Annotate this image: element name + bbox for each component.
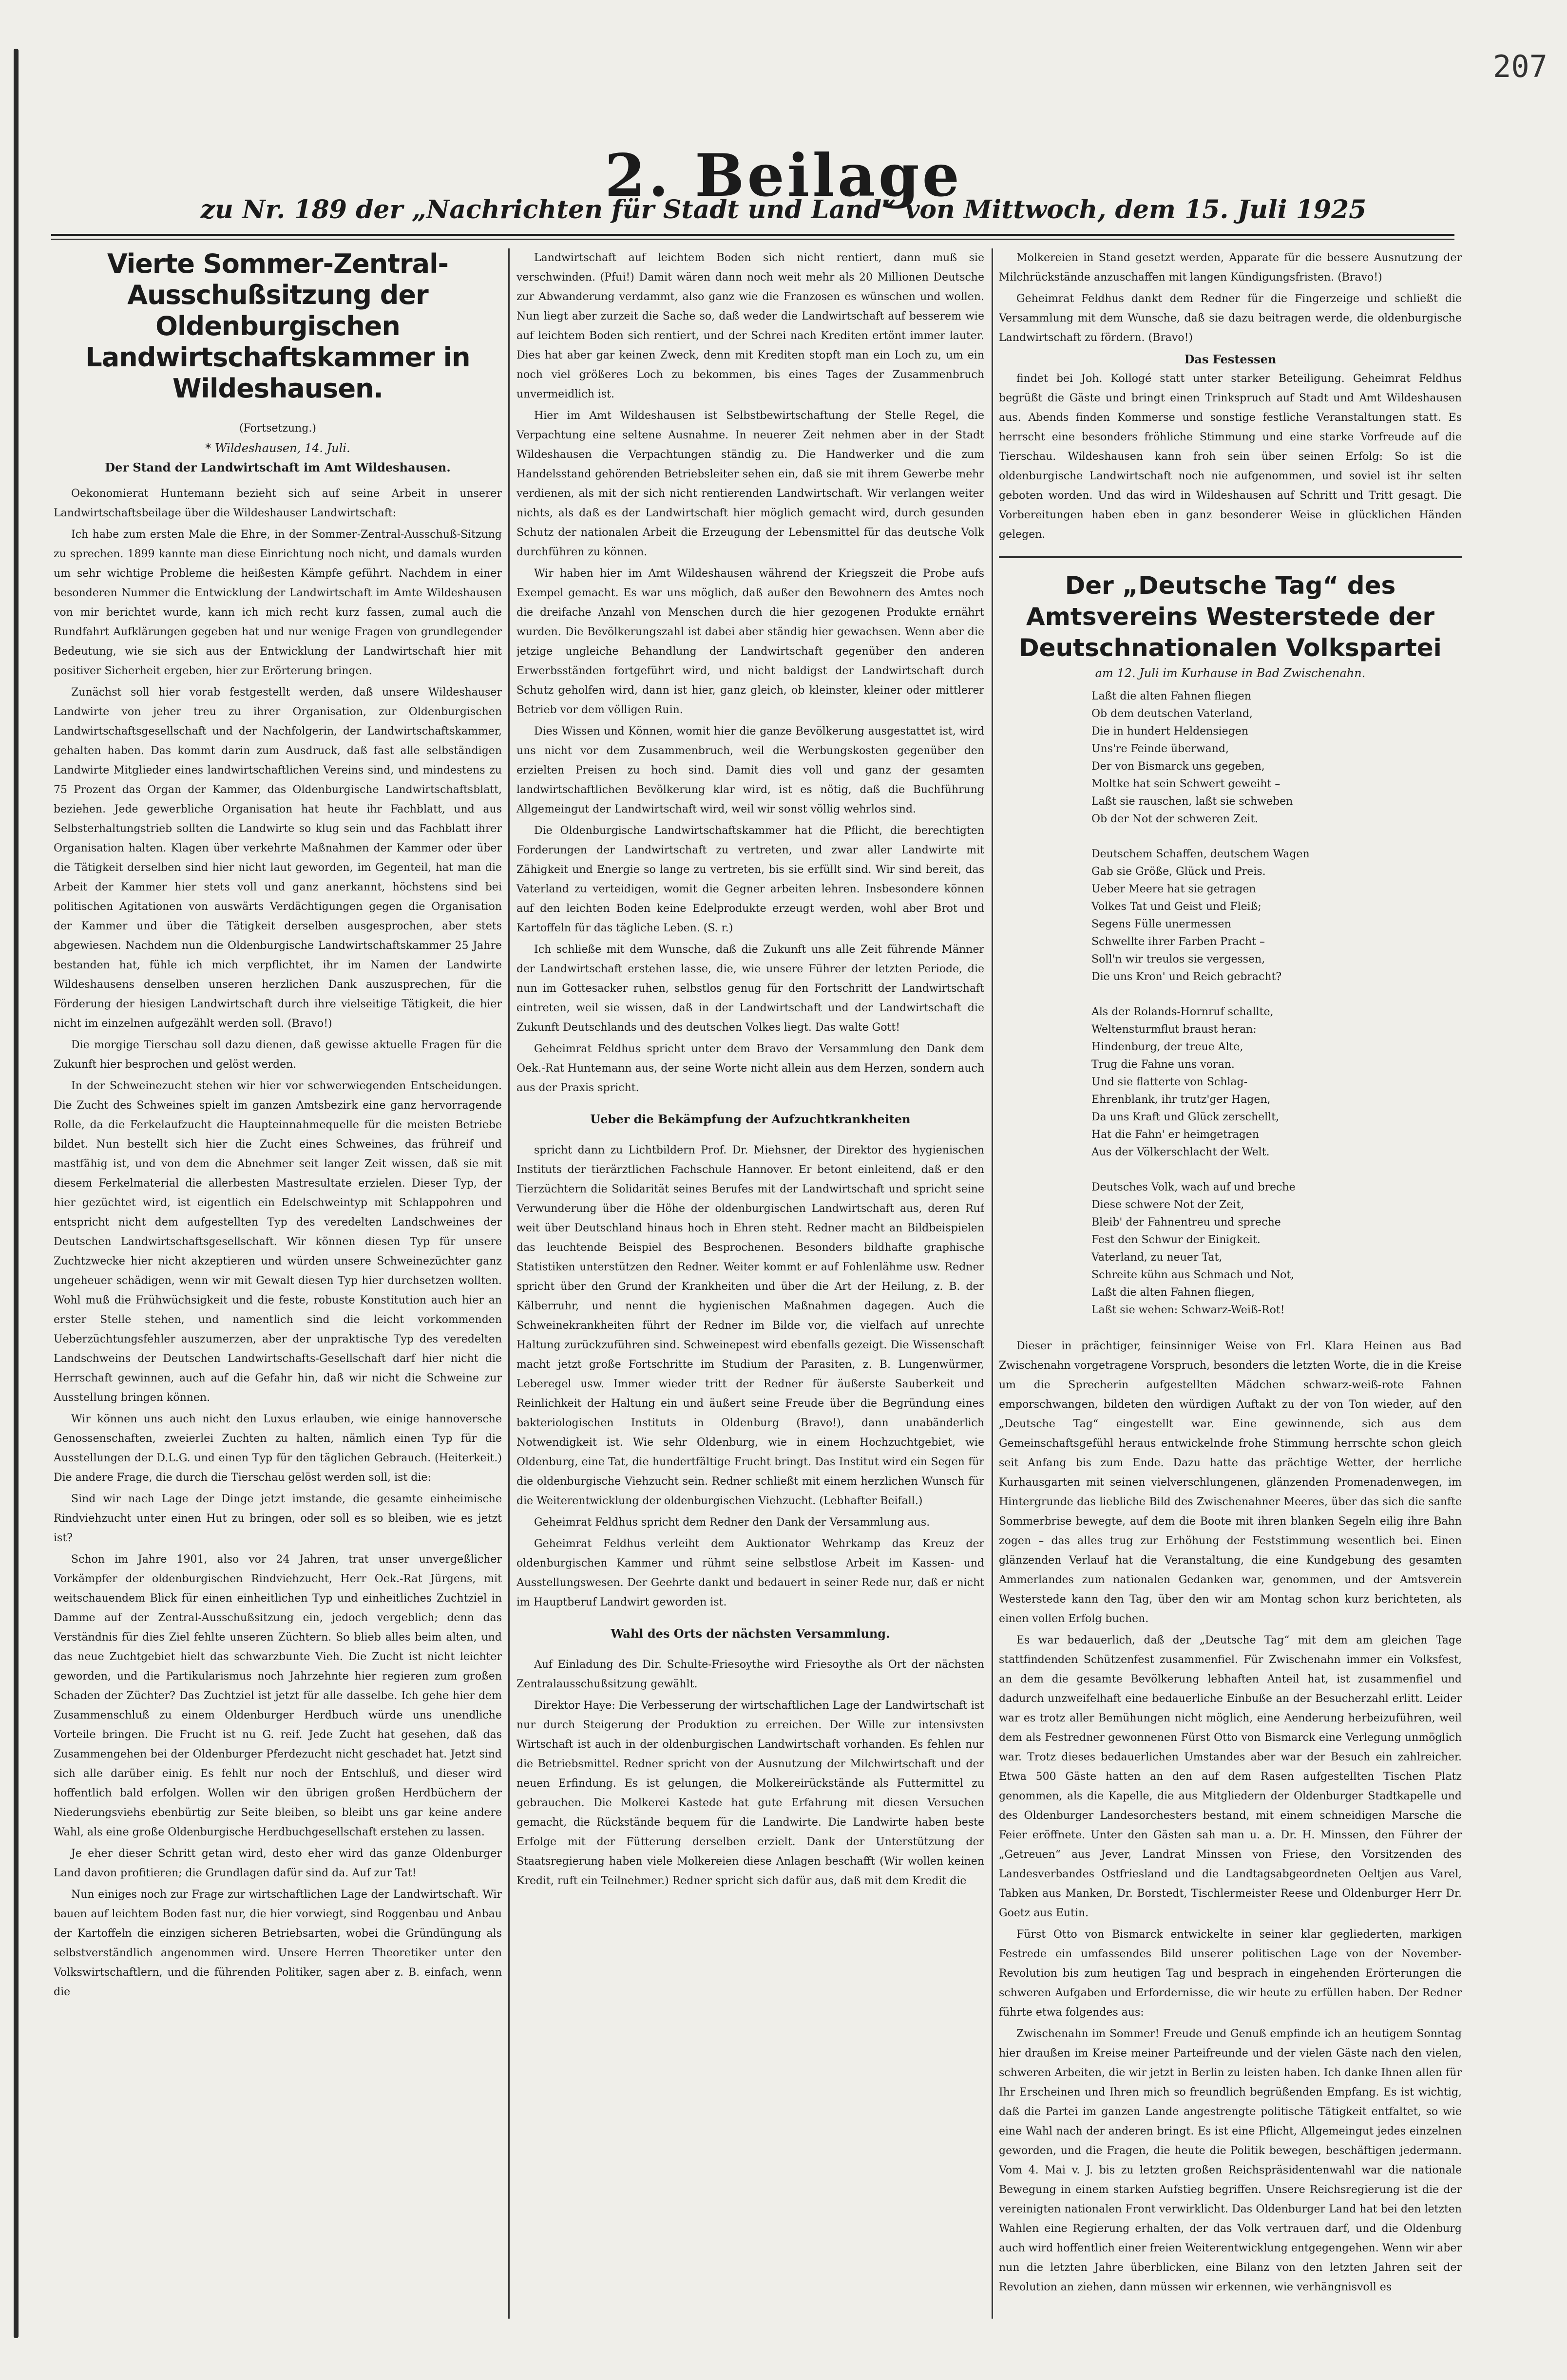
section-subhead: Ueber die Bekämpfung der Aufzuchtkrankheiten bbox=[590, 1112, 911, 1126]
poem-line: Und sie flatterte von Schlag- bbox=[1091, 1076, 1248, 1088]
poem-line: Laßt sie rauschen, laßt sie schweben bbox=[1091, 795, 1293, 808]
paragraph: Es war bedauerlich, daß der „Deutsche Tag“ mit dem am gleichen Tage stattfindenden Schützenfest zusammenfiel. Für Zwischenahn immer ein Volksfest, an dem die gesamte Bevölkerung lebhaften Anteil hat, ist zusammenfiel und dadurch unzweifelhaft eine bedauerliche Einbuße an der Besucherzahl erlitt. Leider war es trotz aller Bemühungen nicht möglich, eine Aenderung herbeizuführen, weil dem als Festredner gewonnenen Fürst Otto von Bismarck eine Verlegung unmöglich war. Trotz dieses bedauerlichen Umstandes aber war der Besuch ein zahlreicher. Etwa 500 Gäste hatten an den auf dem Rasen aufgestellten Tischen Platz genommen, als die Kapelle, die aus Mitgliedern der Oldenburger Stadtkapelle und des Oldenburger Landesorchesters bestand, mit einem schneidigen Marsche die Feier eröffnete. Unter den Gästen sah man u. a. Dr. H. Minssen, den Führer der „Getreuen“ aus Jever, Landrat Minssen von Friese, den Vorsitzenden des Landesverbandes Ostfriesland und die Landtagsabgeordneten Oeltjen aus Varel, Tabken aus Manken, Dr. Borstedt, Tischlermeister Reese und Oldenburger Herr Dr. Goetz aus Eutin. bbox=[999, 1634, 1462, 1919]
paragraph: Je eher dieser Schritt getan wird, desto eher wird das ganze Oldenburger Land davon profitieren; die Grundlagen dafür sind da. Auf zur Tat! bbox=[54, 1848, 502, 1879]
poem-line: Gab sie Größe, Glück und Preis. bbox=[1091, 866, 1266, 878]
poem-line: Moltke hat sein Schwert geweiht – bbox=[1091, 778, 1280, 790]
poem-line: Volkes Tat und Geist und Fleiß; bbox=[1091, 901, 1261, 913]
paragraph: Wir können uns auch nicht den Luxus erlauben, wie einige hannoversche Genossenschaften, zweierlei Zuchten zu halten, nämlich einen Typ für die Ausstellungen der D.L.G. und einen Typ für den täglichen Gebrauch. (Heiterkeit.) Die andere Frage, die durch die Tierschau gelöst werden soll, ist die: bbox=[54, 1413, 502, 1484]
poem-stanza bbox=[1091, 1179, 1462, 1319]
poem-line: Schreite kühn aus Schmach und Not, bbox=[1091, 1269, 1295, 1281]
paragraph: Hier im Amt Wildeshausen ist Selbstbewirtschaftung der Stelle Regel, die Verpachtung eine seltene Ausnahme. In neuerer Zeit nehmen aber in der Stadt Wildeshausen die Verpachtungen ständig zu. Die Handwerker und die zum Handelsstand gehörenden Betriebsleiter sehen ein, daß sie mit ihrem Gewerbe mehr verdienen, als mit der sich nicht rentierenden Landwirtschaft. Wir verlangen weiter nichts, als daß es der Landwirtschaft hier möglich gemacht wird, durch gesunden Schutz der nationalen Arbeit die Erzeugung der Lebensmittel für das deutsche Volk durchführen zu können. bbox=[516, 410, 984, 558]
page-number: 207 bbox=[1493, 49, 1548, 84]
poem-line: Bleib' der Fahnentreu und spreche bbox=[1091, 1216, 1281, 1228]
poem-line: Vaterland, zu neuer Tat, bbox=[1091, 1251, 1223, 1264]
poem-stanza bbox=[1091, 1003, 1462, 1161]
article-headline-2: Der „Deutsche Tag“ des Amtsvereins Westerstede der Deutschnationalen Volkspartei bbox=[1019, 571, 1442, 662]
poem-line: Laßt sie wehen: Schwarz-Weiß-Rot! bbox=[1091, 1304, 1285, 1316]
column-1 bbox=[54, 248, 502, 2312]
festessen-heading: Das Festessen bbox=[1184, 352, 1277, 366]
article-headline: Vierte Sommer-Zentral-Ausschußsitzung der Oldenburgischen Landwirtschaftskammer in Wildeshausen. bbox=[85, 248, 470, 404]
poem-line: Als der Rolands-Hornruf schallte, bbox=[1091, 1006, 1274, 1018]
paragraph: Fürst Otto von Bismarck entwickelte in seiner klar gegliederten, markigen Festrede ein umfassendes Bild unserer politischen Lage von der November-Revolution bis zum heutigen Tag und besprach in eingehenden Erörterungen die schweren Aufgaben und Erfordernisse, die wir heute zu erfüllen haben. Der Redner führte etwa folgendes aus: bbox=[999, 1928, 1462, 2019]
article-dateline: * Wildeshausen, 14. Juli. bbox=[205, 441, 350, 455]
binding-edge bbox=[14, 49, 19, 2338]
paragraph: Dies Wissen und Können, womit hier die ganze Bevölkerung ausgestattet ist, wird uns nicht vor dem Zusammenbruch, weil die Werbungskosten gegenüber den erzielten Preisen zu hoch sind. Damit dies voll und ganz der gesamten landwirtschaftlichen Bevölkerung klar wird, ist es nötig, daß die Buchführung Allgemeingut der Landwirtschaft wird, weil wir sonst völlig wehrlos sind. bbox=[516, 725, 984, 815]
paragraph: Sind wir nach Lage der Dinge jetzt imstande, die gesamte einheimische Rindviehzucht unter einen Hut zu bringen, oder soll es so bleiben, wie es jetzt ist? bbox=[54, 1493, 502, 1544]
paragraph: spricht dann zu Lichtbildern Prof. Dr. Miehsner, der Direktor des hygienischen Instituts der tierärztlichen Fachschule Hannover. Er betont einleitend, daß er den Tierzüchtern die Solidarität seines Berufes mit der Landwirtschaft und spricht seine Verwunderung über die Höhe der oldenburgischen Landwirtschaft aus, deren Ruf weit über Deutschland hinaus hoch in Ehren steht. Redner macht an Bildbeispielen das leuchtende Beispiel des Besprochenen. Besonders bildhafte graphische Statistiken unterstützen den Redner. Weiter kommt er auf Fohlenlähme usw. Redner spricht über den Grund der Krankheiten und über die Art der Heilung, z. B. der Kälberruhr, und nennt die hygienischen Maßnahmen dagegen. Auch die Schweinekrankheiten führt der Redner im Bilde vor, die vielfach auf unrechte Haltung zurückzuführen sind. Schweinepest wird ebenfalls gezeigt. Die Wissenschaft macht jetzt große Fortschritte im Studium der Parasiten, z. B. Lungenwürmer, Leberegel usw. Immer wieder tritt der Redner für äußerste Sauberkeit und Reinlichkeit der Haltung ein und äußert seine Freude über die Begründung eines bakteriologischen Instituts in Oldenburg (Bravo!), dann unabänderlich Notwendigkeit ist. Wie sehr Oldenburg, wie in einem Hochzuchtgebiet, wie Oldenburg, eine Tat, die hundertfältige Frucht bringt. Das Institut wird ein Segen für die oldenburgische Viehzucht sein. Redner schließt mit einem herzlichen Wunsch für die Weiterentwicklung der oldenburgischen Viehzucht. (Lebhafter Beifall.) bbox=[516, 1144, 984, 1507]
poem-line: Deutsches Volk, wach auf und breche bbox=[1091, 1181, 1296, 1193]
paragraph: Auf Einladung des Dir. Schulte-Friesoythe wird Friesoythe als Ort der nächsten Zentralausschußsitzung gewählt. bbox=[516, 1659, 984, 1690]
article-dateline-2: am 12. Juli im Kurhause in Bad Zwischenahn. bbox=[1095, 666, 1366, 680]
paragraph: Geheimrat Feldhus verleiht dem Auktionator Wehrkamp das Kreuz der oldenburgischen Kammer und rühmt seine selbstlose Arbeit im Kassen- und Ausstellungswesen. Der Geehrte dankt und bedauert in seiner Rede nur, daß er nicht im Hauptberuf Landwirt geworden ist. bbox=[516, 1538, 984, 1608]
paragraph: Geheimrat Feldhus spricht dem Redner den Dank der Versammlung aus. bbox=[534, 1516, 930, 1529]
poem-line: Fest den Schwur der Einigkeit. bbox=[1091, 1234, 1261, 1246]
poem-line: Diese schwere Not der Zeit, bbox=[1091, 1199, 1244, 1211]
continuation-note: (Fortsetzung.) bbox=[239, 422, 316, 434]
section-subhead: Wahl des Orts der nächsten Versammlung. bbox=[611, 1626, 890, 1641]
poem-line: Ob dem deutschen Vaterland, bbox=[1091, 708, 1253, 720]
poem-line: Die in hundert Heldensiegen bbox=[1091, 725, 1248, 737]
poem-line: Laßt die alten Fahnen fliegen, bbox=[1091, 1286, 1255, 1299]
column-divider-2 bbox=[992, 248, 993, 2319]
poem-line: Der von Bismarck uns gegeben, bbox=[1091, 760, 1265, 773]
paragraph: Wir haben hier im Amt Wildeshausen während der Kriegszeit die Probe aufs Exempel gemacht. Es war uns möglich, daß außer den Bewohnern des Amtes noch die dreifache Anzahl von Menschen durch die hier gezogenen Produkte ernährt wurden. Die Bevölkerungszahl ist dabei aber ständig hier gewachsen. Wenn aber die jetzige ungleiche Behandlung der Landwirtschaft gegenüber den anderen Erwerbsständen fortgeführt wird, und nicht baldigst der Landwirtschaft durch Schutz geholfen wird, dann ist hier, ganz gleich, ob kleinster, kleiner oder mittlerer Betrieb vor dem völligen Ruin. bbox=[516, 567, 984, 716]
paragraph: Ich habe zum ersten Male die Ehre, in der Sommer-Zentral-Ausschuß-Sitzung zu sprechen. 1899 kannte man diese Einrichtung noch nicht, und damals wurden um sehr wichtige Probleme die heißesten Kämpfe geführt. Nachdem in einer besonderen Nummer die Entwicklung der Landwirtschaft im Amte Wildeshausen von mir berichtet wurde, kann ich mich recht kurz fassen, zumal auch die Rundfahrt Aufklärungen gegeben hat und nur wenige Fragen von grundlegender Bedeutung, wie sie sich aus der Entwicklung der Landwirtschaft hier mit positiver Sicherheit ergeben, hier zur Erörterung bringen. bbox=[54, 529, 502, 677]
header-rule bbox=[51, 234, 1454, 236]
poem-line: Schwellte ihrer Farben Pracht – bbox=[1091, 936, 1265, 948]
paragraph: Landwirtschaft auf leichtem Boden sich nicht rentiert, dann muß sie verschwinden. (Pfui!) Damit wären dann noch weit mehr als 20 Millionen Deutsche zur Abwanderung verdammt, also ganz wie die Franzosen es wünschen und wollen. Nun liegt aber zurzeit die Sache so, daß weder die Landwirtschaft auf besserem wie auf leichtem Boden sich rentiert, und der Schrei nach Krediten ertönt immer lauter. Dies hat aber gar keinen Zweck, denn mit Krediten stopft man ein Loch zu, um ein noch viel größeres Loch zu bekommen, bis eines Tages der Zusammenbruch unvermeidlich ist. bbox=[516, 252, 984, 400]
poem bbox=[999, 688, 1462, 1319]
poem-line: Hindenburg, der treue Alte, bbox=[1091, 1041, 1243, 1053]
poem-line: Soll'n wir treulos sie vergessen, bbox=[1091, 953, 1265, 965]
article-subhead: Der Stand der Landwirtschaft im Amt Wildeshausen. bbox=[105, 460, 451, 474]
header-rule-thin bbox=[51, 239, 1454, 240]
paragraph: Ich schließe mit dem Wunsche, daß die Zukunft uns alle Zeit führende Männer der Landwirtschaft erstehen lasse, die, wie unsere Führer der letzten Periode, die nun im Gottesacker ruhen, selbstlos genug für den Fortschritt der Landwirtschaft eintreten, weil sie wissen, daß in der Landwirtschaft und der Landwirtschaft die Zukunft Deutschlands und des deutschen Volkes liegt. Das walte Gott! bbox=[516, 944, 984, 1034]
poem-line: Ehrenblank, ihr trutz'ger Hagen, bbox=[1091, 1094, 1271, 1106]
supplement-subtitle: zu Nr. 189 der „Nachrichten für Stadt und Land“ von Mittwoch, dem 15. Juli 1925 bbox=[200, 195, 1367, 225]
poem-line: Segens Fülle unermessen bbox=[1091, 918, 1231, 930]
paragraph: Oekonomierat Huntemann bezieht sich auf seine Arbeit in unserer Landwirtschaftsbeilage über die Wildeshauser Landwirtschaft: bbox=[54, 488, 502, 519]
paragraph: Zunächst soll hier vorab festgestellt werden, daß unsere Wildeshauser Landwirte von jeher treu zu ihrer Organisation, zur Oldenburgischen Landwirtschaftsgesellschaft und der Nachfolgerin, der Landwirtschaftskammer, gehalten haben. Das kommt darin zum Ausdruck, daß fast alle selbständigen Landwirte Mitglieder eines landwirtschaftlichen Vereins sind, und mindestens zu 75 Prozent das Organ der Kammer, das Oldenburgische Landwirtschaftsblatt, beziehen. Jede gewerbliche Organisation hat heute ihr Fachblatt, und aus Selbsterhaltungstrieb sollten die Landwirte so klug sein und das Fachblatt ihrer Organisation halten. Klagen über verkehrte Maßnahmen der Kammer oder über die Tätigkeit derselben sind hier nicht laut geworden, im Gegenteil, hat man die Arbeit der Kammer hier stets voll und ganz anerkannt, höchstens sind bei politischen Agitationen von auswärts Verdächtigungen gegen die Organisation der Kammer und über die Tätigkeit derselben ausgesprochen, aber stets abgewiesen. Nachdem nun die Oldenburgische Landwirtschaftskammer 25 Jahre bestanden hat, fühle ich mich verpflichtet, ihr im Namen der Landwirte Wildeshausens denselben unseren herzlichen Dank auszusprechen, für die Förderung der hiesigen Landwirtschaft durch ihre vielseitige Tätigkeit, die hier nicht im einzelnen aufgezählt werden soll. (Bravo!) bbox=[54, 686, 502, 1030]
paragraph: Direktor Haye: Die Verbesserung der wirtschaftlichen Lage der Landwirtschaft ist nur durch Steigerung der Produktion zu erreichen. Der Wille zur intensivsten Wirtschaft ist auch in der oldenburgischen Landwirtschaft vorhanden. Es fehlen nur die Betriebsmittel. Redner spricht von der Ausnutzung der Milchwirtschaft und der neuen Erfindung. Es ist gelungen, die Molkereirückstände als Futtermittel zu gebrauchen. Die Molkerei Kastede hat gute Erfahrung mit diesen Versuchen gemacht, die Rückstände bequem für die Landwirte. Die Landwirte haben beste Erfolge mit der Fütterung derselben erzielt. Dank der Unterstützung der Staatsregierung haben viele Molkereien diese Anlagen beschafft (Wir wollen keinen Kredit, ruft ein Teilnehmer.) Redner spricht sich dafür aus, daß mit dem Kredit die bbox=[516, 1700, 984, 1887]
column-divider-1 bbox=[508, 248, 510, 2319]
paragraph: Molkereien in Stand gesetzt werden, Apparate für die bessere Ausnutzung der Milchrückstände anzuschaffen mit langen Kündigungsfristen. (Bravo!) bbox=[999, 252, 1462, 283]
column-3 bbox=[999, 248, 1462, 2312]
poem-line: Laßt die alten Fahnen fliegen bbox=[1091, 690, 1251, 702]
paragraph: Schon im Jahre 1901, also vor 24 Jahren, trat unser unvergeßlicher Vorkämpfer der oldenburgischen Rindviehzucht, Herr Oek.-Rat Jürgens, mit weitschauendem Blick für einen einheitlichen Typ und einheitliches Zuchtziel in Damme auf der Zentral-Ausschußsitzung ein, jedoch vergeblich; denn das Verständnis für dies Ziel fehlte unseren Züchtern. So blieb alles beim alten, und das neue Zuchtgebiet hielt das schwarzbunte Vieh. Die Zucht ist nicht leichter geworden, und die Partikularismus noch Jahrzehnte hier regieren zum großen Schaden der Züchter? Das Zuchtziel ist jetzt für alle dasselbe. Ich gehe hier dem Zusammenschluß zu einem Oldenburger Herdbuch würde uns unendliche Vorteile bringen. Die Frucht ist nu G. reif. Jede Zucht hat gesehen, daß das Zusammengehen bei der Oldenburger Pferdezucht nicht geschadet hat. Jetzt sind sich alle darüber einig. Es fehlt nur noch der Entschluß, und dieser wird hoffentlich bald erfolgen. Wollen wir den übrigen großen Herdbüchern der Niederungsviehs ebenbürtig zur Seite bleiben, so bleibt uns gar keine andere Wahl, als eine große Oldenburgische Herdbuchgesellschaft erstehen zu lassen. bbox=[54, 1553, 502, 1838]
column-2 bbox=[516, 248, 984, 2312]
paragraph: Geheimrat Feldhus dankt dem Redner für die Fingerzeige und schließt die Versammlung mit dem Wunsche, daß sie dazu beitragen werde, die oldenburgische Landwirtschaft zu fördern. (Bravo!) bbox=[999, 293, 1462, 344]
poem-line: Ob der Not der schweren Zeit. bbox=[1091, 813, 1259, 825]
paragraph: In der Schweinezucht stehen wir hier vor schwerwiegenden Entscheidungen. Die Zucht des Schweines spielt im ganzen Amtsbezirk eine ganz hervorragende Rolle, da die Ferkelaufzucht die Haupteinnahmequelle für die meisten Betriebe bildet. Nun bestellt sich hier die Zucht eines Schweines, das frühreif und mastfähig ist, und von dem die Abnehmer seit langer Zeit wissen, daß sie mit diesem Ferkelmaterial die allerbesten Mastresultate erzielen. Dieser Typ, der hier gezüchtet wird, ist eigentlich ein Edelschweintyp mit Schlappohren und entspricht nicht dem aufgestellten Typ des veredelten Landschweines der Deutschen Landwirtschaftsgesellschaft. Wir können diesen Typ für unsere Zuchtzwecke hier nicht akzeptieren und würden unsere Schweinezüchter ganz ungeheuer schädigen, wenn wir mit Gewalt diesen Typ hier durchsetzen wollten. Wohl muß die Frühwüchsigkeit und die feste, robuste Konstitution auch hier an erster Stelle stehen, und namentlich sind die leicht vorkommenden Ueberzüchtungsfehler auszumerzen, aber der unpraktische Typ des veredelten Landschweins der Deutschen Landwirtschafts-Gesellschaft darf hier nicht die Herrschaft gewinnen, auch auf die Gefahr hin, daß wir nicht die Schweine zur Ausstellung bringen können. bbox=[54, 1080, 502, 1404]
paragraph: Die morgige Tierschau soll dazu dienen, daß gewisse aktuelle Fragen für die Zukunft hier besprochen und gelöst werden. bbox=[54, 1039, 502, 1071]
poem-line: Trug die Fahne uns voran. bbox=[1091, 1058, 1235, 1071]
poem-stanza bbox=[1091, 688, 1462, 828]
poem-line: Hat die Fahn' er heimgetragen bbox=[1091, 1129, 1259, 1141]
poem-line: Uns're Feinde überwand, bbox=[1091, 743, 1229, 755]
poem-line: Ueber Meere hat sie getragen bbox=[1091, 883, 1256, 895]
poem-line: Da uns Kraft und Glück zerschellt, bbox=[1091, 1111, 1280, 1123]
paragraph: Nun einiges noch zur Frage zur wirtschaftlichen Lage der Landwirtschaft. Wir bauen auf leichtem Boden fast nur, die hier vorwiegt, sind Roggenbau und Anbau der Kartoffeln die einzigen sicheren Betriebsarten, wobei die Gründüngung als selbstverständlich angenommen wird. Unsere Herren Theoretiker unter den Volkswirtschaftlern, und die führenden Politiker, sagen aber z. B. einfach, wenn die bbox=[54, 1889, 502, 1998]
paragraph: Die Oldenburgische Landwirtschaftskammer hat die Pflicht, die berechtigten Forderungen der Landwirtschaft zu vertreten, und zwar aller Landwirte mit Zähigkeit und Energie so lange zu vertreten, bis sie erfüllt sind. Wir sind bereit, das Vaterland zu verteidigen, womit die Gegner arbeiten lehren. Insbesondere können auf den leichten Boden keine Edelprodukte erzeugt werden, wohl aber Brot und Kartoffeln für das tägliche Leben. (S. r.) bbox=[516, 825, 984, 934]
poem-line: Deutschem Schaffen, deutschem Wagen bbox=[1091, 848, 1310, 860]
paragraph: Dieser in prächtiger, feinsinniger Weise von Frl. Klara Heinen aus Bad Zwischenahn vorgetragene Vorspruch, besonders die letzten Worte, die in die Kreise um die Sprecherin aufgestellten Mädchen schwarz-weiß-rote Fahnen emporschwangen, bildeten den würdigen Auftakt zu der von Ton wieder, auf den „Deutsche Tag“ eingestellt war. Eine gewinnende, sich aus dem Gemeinschaftsgefühl heraus entwickelnde frohe Stimmung herrschte schon gleich seit Anfang bis zum Ende. Dazu hatte das prächtige Wetter, der herrliche Kurhausgarten mit seinen vielverschlungenen, glänzenden Promenadenwegen, im Hintergrunde das liebliche Bild des Zwischenahner Meeres, über das sich die sanfte Sommerbrise bewegte, auf dem die Boote mit ihren blanken Segeln eilig ihre Bahn zogen – das alles trug zur Erhöhung der Feststimmung wesentlich bei. Einen glänzenden Verlauf hat die Veranstaltung, die eine Kundgebung des gesamten Ammerlandes zum nationalen Gedanken war, genommen, und der Amtsverein Westerstede kann den Tag, über den wir am Montag schon kurz berichteten, als einen vollen Erfolg buchen. bbox=[999, 1340, 1462, 1625]
paragraph: Zwischenahn im Sommer! Freude und Genuß empfinde ich an heutigem Sonntag hier draußen im Kreise meiner Parteifreunde und der vielen Gäste nach den vielen, schweren Arbeiten, die wir jetzt in Berlin zu leisten haben. Ich danke Ihnen allen für Ihr Erscheinen und Ihren mich so freundlich begrüßenden Empfang. Es ist wichtig, daß die Partei im ganzen Lande angestrengte politische Tätigkeit entfaltet, so wie eine Wahl nach der anderen bringt. Es ist eine Pflicht, Allgemeingut jedes einzelnen geworden, und die Fragen, die heute die Politik bewegen, beschäftigen jedermann. Vom 4. Mai v. J. bis zu letzten großen Reichspräsidentenwahl war die nationale Bewegung in einem starken Aufstieg begriffen. Unsere Reichsregierung ist die der vereinigten nationalen Front verwirklicht. Das Oldenburger Land hat bei den letzten Wahlen eine Regierung erhalten, der das Volk vertrauen darf, und die Oldenburg auch wird hoffentlich einer freien Weiterentwicklung entgegengehen. Wenn wir aber nun die letzten Jahre überblicken, eine Bilanz von den letzten Jahren seit der Revolution an ziehen, dann müssen wir erkennen, wie verhängnisvoll es bbox=[999, 2028, 1462, 2293]
poem-stanza bbox=[1091, 846, 1462, 986]
section-divider bbox=[999, 556, 1462, 558]
poem-line: Aus der Völkerschlacht der Welt. bbox=[1091, 1146, 1270, 1158]
poem-line: Die uns Kron' und Reich gebracht? bbox=[1091, 971, 1282, 983]
paragraph: Geheimrat Feldhus spricht unter dem Bravo der Versammlung den Dank dem Oek.-Rat Huntemann aus, der seine Worte nicht allein aus dem Herzen, sondern auch aus der Praxis spricht. bbox=[516, 1043, 984, 1094]
poem-line: Weltensturmflut braust heran: bbox=[1091, 1023, 1257, 1036]
paragraph: findet bei Joh. Kollogé statt unter starker Beteiligung. Geheimrat Feldhus begrüßt die Gäste und bringt einen Trinkspruch auf Stadt und Amt Wildeshausen aus. Abends finden Kommerse und sonstige festliche Veranstaltungen statt. Es herrscht eine besonders fröhliche Stimmung und eine starke Vorfreude auf die Tierschau. Wildeshausen kann froh sein über seinen Erfolg: So ist die oldenburgische Landwirtschaft noch nie aufgenommen, und soviel ist ihr selten geboten worden. Und das wird in Wildeshausen auf Schritt und Tritt gesagt. Die Vorbereitungen haben eben in ganz besonderer Weise in glücklichen Händen gelegen. bbox=[999, 373, 1462, 541]
supplement-title: 2. Beilage bbox=[604, 141, 962, 210]
